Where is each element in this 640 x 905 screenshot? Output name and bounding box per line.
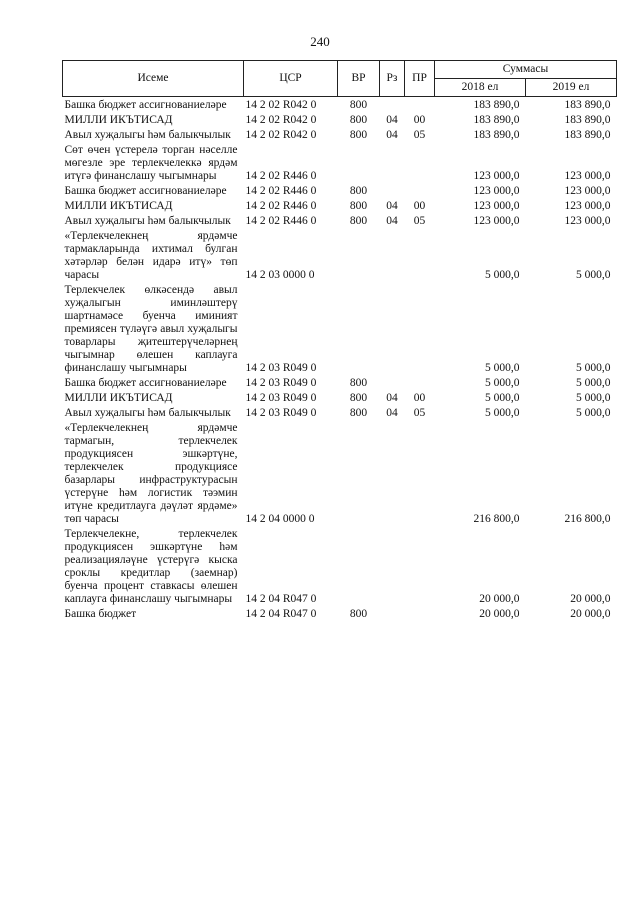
row-name: Терлекчелек өлкәсендә авыл хуҗалыгын иминләштерү шартнамәсе буенча иминият премиясен түләүгә авыл хуҗалыгы товарлары җитештерүчеләрнең чыгымнар өлешен каплауга финанслашу чыгымнары [64,284,238,374]
row-pr: 05 [413,215,426,227]
row-csr: 14 2 04 R047 0 [245,593,317,605]
row-sum-2018: 5 000,0 [485,392,520,404]
row-csr: 14 2 02 R446 0 [245,185,317,197]
row-sum-2019: 5 000,0 [576,407,611,419]
row-vr [338,420,380,526]
row-rz [380,420,405,526]
col-csr-header: ЦСР [244,61,338,97]
row-name: Башка бюджет [64,608,137,620]
row-vr: 800 [349,185,368,197]
table-row [63,127,617,142]
table-row [63,375,617,390]
row-rz [380,606,405,621]
row-pr [405,375,435,390]
row-vr [338,526,380,606]
row-rz [380,526,405,606]
row-name: Башка бюджет ассигнованиеләре [64,99,227,111]
table-row [63,405,617,420]
row-vr [338,282,380,375]
row-pr [405,606,435,621]
row-sum-2019: 5 000,0 [576,362,611,374]
row-vr: 800 [349,377,368,389]
row-csr: 14 2 02 R042 0 [245,129,317,141]
row-pr [405,97,435,113]
row-name: Терлекчелекне, терлекчелек продукциясен эшкәртүне һәм реализацияләүне үстерүгә кыска сроклы кредитлар (заемнар) буенча процент ставкасы өлешен каплауга финанслашу чыгымнары [64,528,238,605]
row-pr: 00 [413,392,426,404]
row-csr: 14 2 03 0000 0 [245,269,315,281]
row-sum-2018: 183 890,0 [473,99,520,111]
row-rz [380,183,405,198]
row-pr [405,183,435,198]
row-pr [405,282,435,375]
row-vr: 800 [349,407,368,419]
table-row [63,526,617,606]
row-csr: 14 2 03 R049 0 [245,377,317,389]
row-sum-2019: 5 000,0 [576,377,611,389]
col-pr-header: ПР [405,61,435,97]
row-csr: 14 2 04 0000 0 [245,513,315,525]
table-row [63,390,617,405]
row-rz: 04 [386,114,398,126]
row-sum-2018: 5 000,0 [485,407,520,419]
row-name: Башка бюджет ассигнованиеләре [64,377,227,389]
page-number: 240 [310,34,330,49]
row-sum-2018: 5 000,0 [485,269,520,281]
row-vr [338,142,380,183]
row-rz [380,282,405,375]
row-name: «Терлекчелекнең ярдәмче тармагын, терлекчелек продукциясен эшкәртүне, терлекчелек продукциясе базарлары инфраструктурасын үстерүне һәм логистик тәэмин итүне кредитлауга дәүләт ярдәме» төп чарасы [64,422,238,525]
row-sum-2019: 183 890,0 [564,129,611,141]
row-csr: 14 2 03 R049 0 [245,362,317,374]
col-rz-header: Рз [380,61,405,97]
table-row [63,228,617,282]
row-name: Сөт өчен үстерелә торган нәселле мөгезле эре терлекчелеккә ярдәм итүгә финанслашу чыгымнары [64,144,238,182]
row-sum-2019: 5 000,0 [576,269,611,281]
row-pr: 05 [413,407,426,419]
col-year1-header: 2018 ел [435,79,526,97]
row-sum-2018: 123 000,0 [473,215,520,227]
row-sum-2019: 123 000,0 [564,170,611,182]
row-rz [380,375,405,390]
row-pr: 00 [413,114,426,126]
table-row [63,282,617,375]
row-vr [338,228,380,282]
row-csr: 14 2 03 R049 0 [245,407,317,419]
row-vr: 800 [349,392,368,404]
row-sum-2019: 183 890,0 [564,114,611,126]
col-name-header: Исеме [63,61,244,97]
row-sum-2018: 183 890,0 [473,114,520,126]
row-csr: 14 2 02 R446 0 [245,215,317,227]
table-row [63,142,617,183]
col-sums-header: Суммасы [435,61,617,79]
row-vr: 800 [349,129,368,141]
row-rz [380,228,405,282]
row-name: Башка бюджет ассигнованиеләре [64,185,227,197]
row-sum-2019: 5 000,0 [576,392,611,404]
row-vr: 800 [349,114,368,126]
row-sum-2018: 20 000,0 [479,593,520,605]
row-vr: 800 [349,608,368,620]
row-rz: 04 [386,129,398,141]
row-pr [405,228,435,282]
table-row [63,198,617,213]
row-rz: 04 [386,215,398,227]
row-sum-2018: 20 000,0 [479,608,520,620]
row-csr: 14 2 02 R042 0 [245,114,317,126]
row-pr: 00 [413,200,426,212]
row-name: МИЛЛИ ИКЪТИСАД [64,392,173,404]
row-pr [405,420,435,526]
row-sum-2019: 123 000,0 [564,200,611,212]
row-sum-2018: 5 000,0 [485,362,520,374]
row-name: Авыл хуҗалыгы һәм балыкчылык [64,215,231,227]
row-csr: 14 2 02 R446 0 [245,200,317,212]
row-sum-2019: 20 000,0 [570,593,611,605]
row-name: Авыл хуҗалыгы һәм балыкчылык [64,407,231,419]
row-name: «Терлекчелекнең ярдәмче тармакларында ихтимал булган хәтәрләр белән идарә итү» төп чарасы [64,230,238,281]
table-row [63,213,617,228]
row-name: МИЛЛИ ИКЪТИСАД [64,200,173,212]
row-sum-2019: 20 000,0 [570,608,611,620]
row-rz [380,97,405,113]
row-pr [405,142,435,183]
row-sum-2018: 123 000,0 [473,200,520,212]
row-sum-2018: 123 000,0 [473,185,520,197]
row-vr: 800 [349,215,368,227]
row-sum-2018: 5 000,0 [485,377,520,389]
row-sum-2019: 123 000,0 [564,185,611,197]
table-row [63,97,617,113]
row-sum-2019: 216 800,0 [564,513,611,525]
col-vr-header: ВР [338,61,380,97]
row-pr [405,526,435,606]
table-row [63,183,617,198]
row-sum-2018: 216 800,0 [473,513,520,525]
row-rz: 04 [386,407,398,419]
table-row [63,606,617,621]
row-rz: 04 [386,200,398,212]
row-csr: 14 2 02 R446 0 [245,170,317,182]
row-csr: 14 2 03 R049 0 [245,392,317,404]
row-pr: 05 [413,129,426,141]
row-csr: 14 2 04 R047 0 [245,608,317,620]
col-year2-header: 2019 ел [526,79,617,97]
row-sum-2019: 123 000,0 [564,215,611,227]
row-sum-2018: 123 000,0 [473,170,520,182]
row-name: Авыл хуҗалыгы һәм балыкчылык [64,129,231,141]
row-csr: 14 2 02 R042 0 [245,99,317,111]
budget-table [62,60,617,621]
row-vr: 800 [349,200,368,212]
row-sum-2018: 183 890,0 [473,129,520,141]
row-vr: 800 [349,99,368,111]
row-name: МИЛЛИ ИКЪТИСАД [64,114,173,126]
row-rz: 04 [386,392,398,404]
table-row [63,112,617,127]
table-body [63,97,617,622]
table-row [63,420,617,526]
header-row [63,61,617,79]
row-rz [380,142,405,183]
row-sum-2019: 183 890,0 [564,99,611,111]
